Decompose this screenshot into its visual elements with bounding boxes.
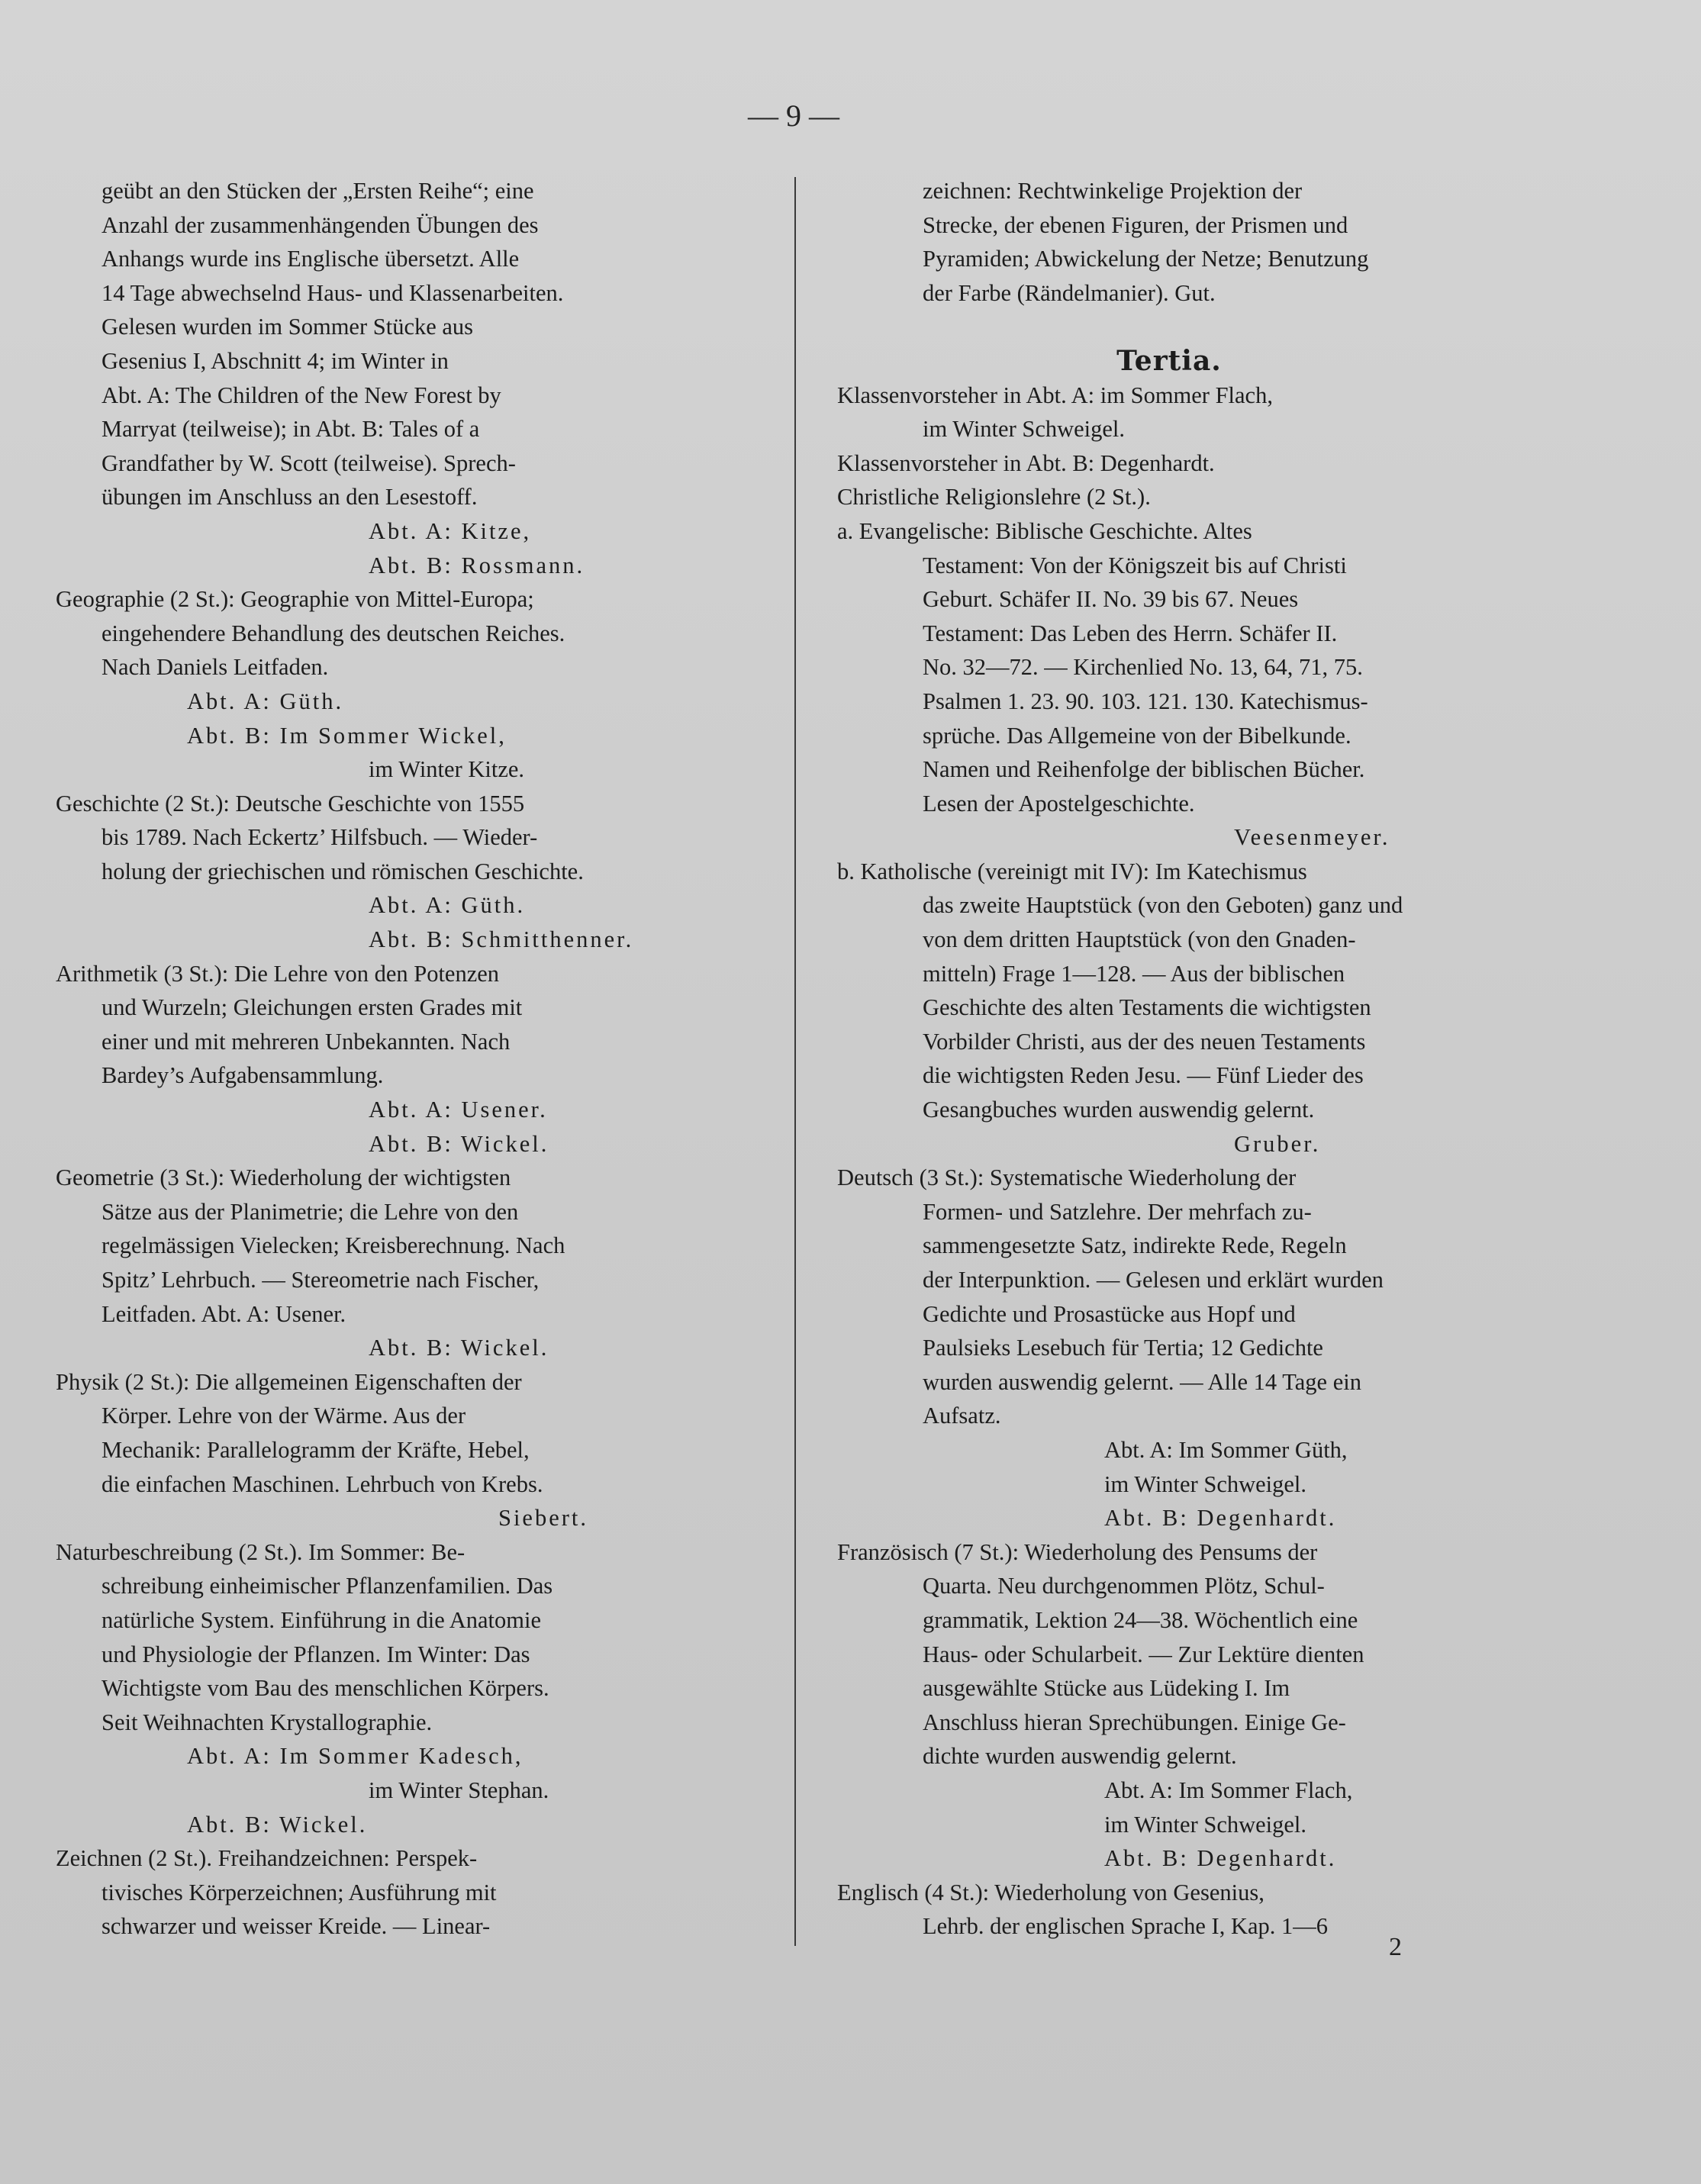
right-line: Pyramiden; Abwickelung der Netze; Benutzung [923, 246, 1369, 272]
left-line: natürliche System. Einführung in die Anatomie [101, 1606, 542, 1633]
right-line: im Winter Schweigel. [1104, 1470, 1307, 1497]
left-line: geübt an den Stücken der „Ersten Reihe“; eine [101, 178, 534, 204]
right-line: Abt. A: Im Sommer Güth, [1104, 1436, 1348, 1463]
right-line: Abt. B: Degenhardt. [1104, 1845, 1337, 1872]
left-line: Abt. A: Güth. [369, 892, 526, 919]
right-line: Quarta. Neu durchgenommen Plötz, Schul- [923, 1573, 1325, 1599]
left-line: einer und mit mehreren Unbekannten. Nach [101, 1028, 511, 1055]
right-line: im Winter Schweigel. [1104, 1811, 1307, 1838]
right-line: Lehrb. der englischen Sprache I, Kap. 1—6 [923, 1913, 1329, 1940]
right-line [837, 310, 1501, 344]
left-line: bis 1789. Nach Eckertz’ Hilfsbuch. — Wieder- [101, 824, 538, 851]
right-line: Haus- oder Schularbeit. — Zur Lektüre dienten [923, 1641, 1364, 1667]
right-line: Klassenvorsteher in Abt. A: im Sommer Flach, [837, 382, 1273, 408]
left-line: Abt. B: Wickel. [369, 1335, 549, 1361]
left-line: die einfachen Maschinen. Lehrbuch von Krebs. [101, 1470, 543, 1497]
right-line: dichte wurden auswendig gelernt. [923, 1743, 1237, 1770]
right-line: sammengesetzte Satz, indirekte Rede, Regeln [923, 1232, 1347, 1259]
left-line: Abt. B: Wickel. [369, 1130, 549, 1157]
left-line: schwarzer und weisser Kreide. — Linear- [101, 1913, 491, 1940]
right-line: Tertia. [1116, 344, 1222, 377]
right-line: wurden auswendig gelernt. — Alle 14 Tage ein [923, 1368, 1361, 1395]
right-line: Testament: Das Leben des Herrn. Schäfer II. [923, 620, 1338, 646]
right-line: Geburt. Schäfer II. No. 39 bis 67. Neues [923, 586, 1299, 613]
left-line: Gelesen wurden im Sommer Stücke aus [101, 314, 474, 340]
left-line: Seit Weihnachten Krystallographie. [101, 1709, 433, 1735]
right-line: Gruber. [1234, 1130, 1321, 1157]
left-line: im Winter Stephan. [369, 1777, 549, 1803]
left-line: Abt. A: Usener. [369, 1097, 548, 1123]
right-line: Lesen der Apostelgeschichte. [923, 790, 1195, 817]
left-line: Wichtigste vom Bau des menschlichen Körpers. [101, 1675, 549, 1702]
right-line: Vorbilder Christi, aus der des neuen Testaments [923, 1028, 1366, 1055]
left-column [56, 174, 765, 1944]
right-line: Christliche Religionslehre (2 St.). [837, 484, 1151, 511]
left-line: Abt. A: The Children of the New Forest by [101, 382, 501, 408]
right-line: sprüche. Das Allgemeine von der Bibelkunde. [923, 722, 1351, 749]
left-line: im Winter Kitze. [369, 756, 525, 783]
left-line: Bardey’s Aufgabensammlung. [101, 1062, 384, 1089]
right-line: Namen und Reihenfolge der biblischen Bücher. [923, 756, 1365, 783]
left-line: Marryat (teilweise); in Abt. B: Tales of a [101, 416, 480, 443]
left-line: Leitfaden. Abt. A: Usener. [101, 1300, 346, 1327]
right-line: Englisch (4 St.): Wiederholung von Gesenius, [837, 1879, 1264, 1905]
right-column [837, 174, 1501, 1944]
right-line: Veesenmeyer. [1234, 824, 1390, 851]
right-line: zeichnen: Rechtwinkelige Projektion der [923, 178, 1303, 204]
left-line: Anhangs wurde ins Englische übersetzt. Alle [101, 246, 520, 272]
right-line: Abt. B: Degenhardt. [1104, 1505, 1337, 1532]
left-line: schreibung einheimischer Pflanzenfamilien. Das [101, 1573, 553, 1599]
left-line: und Wurzeln; Gleichungen ersten Grades mit [101, 994, 523, 1021]
left-line: Arithmetik (3 St.): Die Lehre von den Potenzen [56, 960, 500, 987]
left-line: Abt. B: Schmitthenner. [369, 926, 634, 953]
right-line: grammatik, Lektion 24—38. Wöchentlich eine [923, 1606, 1358, 1633]
right-line: das zweite Hauptstück (von den Geboten) ganz und [923, 892, 1403, 919]
left-line: und Physiologie der Pflanzen. Im Winter: Das [101, 1641, 530, 1667]
right-line: Deutsch (3 St.): Systematische Wiederholung der [837, 1164, 1297, 1191]
right-line: mitteln) Frage 1—128. — Aus der biblischen [923, 960, 1345, 987]
right-line: a. Evangelische: Biblische Geschichte. Altes [837, 517, 1252, 544]
left-line: 14 Tage abwechselnd Haus- und Klassenarbeiten. [101, 279, 564, 306]
right-line: Testament: Von der Königszeit bis auf Christi [923, 552, 1347, 578]
page-number: — 9 — [748, 98, 839, 133]
column-divider [794, 177, 796, 1946]
right-line: im Winter Schweigel. [923, 416, 1126, 443]
left-line: Grandfather by W. Scott (teilweise). Sprech- [101, 449, 516, 476]
right-line: Psalmen 1. 23. 90. 103. 121. 130. Katechismus- [923, 688, 1368, 714]
left-line: Abt. B: Im Sommer Wickel, [187, 722, 507, 749]
left-line: Geometrie (3 St.): Wiederholung der wichtigsten [56, 1164, 511, 1191]
left-line: Abt. A: Güth. [187, 688, 344, 714]
right-line: der Farbe (Rändelmanier). Gut. [923, 279, 1216, 306]
left-line: Abt. B: Rossmann. [369, 552, 585, 578]
right-line: Formen- und Satzlehre. Der mehrfach zu- [923, 1198, 1312, 1225]
right-line: No. 32—72. — Kirchenlied No. 13, 64, 71, 75. [923, 654, 1363, 681]
left-line: Abt. B: Wickel. [187, 1811, 368, 1838]
right-line: Französisch (7 St.): Wiederholung des Pensums der [837, 1538, 1318, 1565]
left-line: tivisches Körperzeichnen; Ausführung mit [101, 1879, 497, 1905]
right-line: Anschluss hieran Sprechübungen. Einige Ge- [923, 1709, 1346, 1735]
left-line: Geographie (2 St.): Geographie von Mittel-Europa; [56, 586, 534, 613]
left-line: Gesenius I, Abschnitt 4; im Winter in [101, 347, 449, 374]
right-line: Gedichte und Prosastücke aus Hopf und [923, 1300, 1296, 1327]
left-line: Physik (2 St.): Die allgemeinen Eigenschaften der [56, 1368, 522, 1395]
left-line: Nach Daniels Leitfaden. [101, 654, 329, 681]
left-line: Körper. Lehre von der Wärme. Aus der [101, 1403, 466, 1429]
left-line: Spitz’ Lehrbuch. — Stereometrie nach Fischer, [101, 1267, 540, 1293]
right-line: Aufsatz. [923, 1403, 1001, 1429]
left-line: Geschichte (2 St.): Deutsche Geschichte von 1555 [56, 790, 525, 817]
right-line: von dem dritten Hauptstück (von den Gnaden- [923, 926, 1356, 953]
left-line: übungen im Anschluss an den Lesestoff. [101, 484, 478, 511]
right-line: die wichtigsten Reden Jesu. — Fünf Lieder des [923, 1062, 1364, 1089]
left-line: Anzahl der zusammenhängenden Übungen des [101, 211, 539, 238]
right-line: ausgewählte Stücke aus Lüdeking I. Im [923, 1675, 1290, 1702]
left-line: Naturbeschreibung (2 St.). Im Sommer: Be- [56, 1538, 466, 1565]
right-line: Klassenvorsteher in Abt. B: Degenhardt. [837, 449, 1215, 476]
signature-mark: 2 [1389, 1933, 1402, 1961]
right-line: Geschichte des alten Testaments die wichtigsten [923, 994, 1371, 1021]
left-line: Sätze aus der Planimetrie; die Lehre von den [101, 1198, 519, 1225]
left-line: Siebert. [498, 1505, 589, 1532]
right-line: Paulsieks Lesebuch für Tertia; 12 Gedichte [923, 1335, 1323, 1361]
right-line: Gesangbuches wurden auswendig gelernt. [923, 1097, 1315, 1123]
left-line: Mechanik: Parallelogramm der Kräfte, Hebel, [101, 1436, 530, 1463]
right-line: Strecke, der ebenen Figuren, der Prismen und [923, 211, 1348, 238]
left-line: eingehendere Behandlung des deutschen Reiches. [101, 620, 565, 646]
left-line: Zeichnen (2 St.). Freihandzeichnen: Perspek- [56, 1845, 478, 1872]
right-line: Abt. A: Im Sommer Flach, [1104, 1777, 1353, 1803]
right-line: der Interpunktion. — Gelesen und erklärt wurden [923, 1267, 1384, 1293]
left-line: holung der griechischen und römischen Geschichte. [101, 858, 584, 884]
left-line: Abt. A: Kitze, [369, 517, 532, 544]
left-line: Abt. A: Im Sommer Kadesch, [187, 1743, 524, 1770]
right-line: b. Katholische (vereinigt mit IV): Im Katechismus [837, 858, 1307, 884]
left-line: regelmässigen Vielecken; Kreisberechnung. Nach [101, 1232, 565, 1259]
